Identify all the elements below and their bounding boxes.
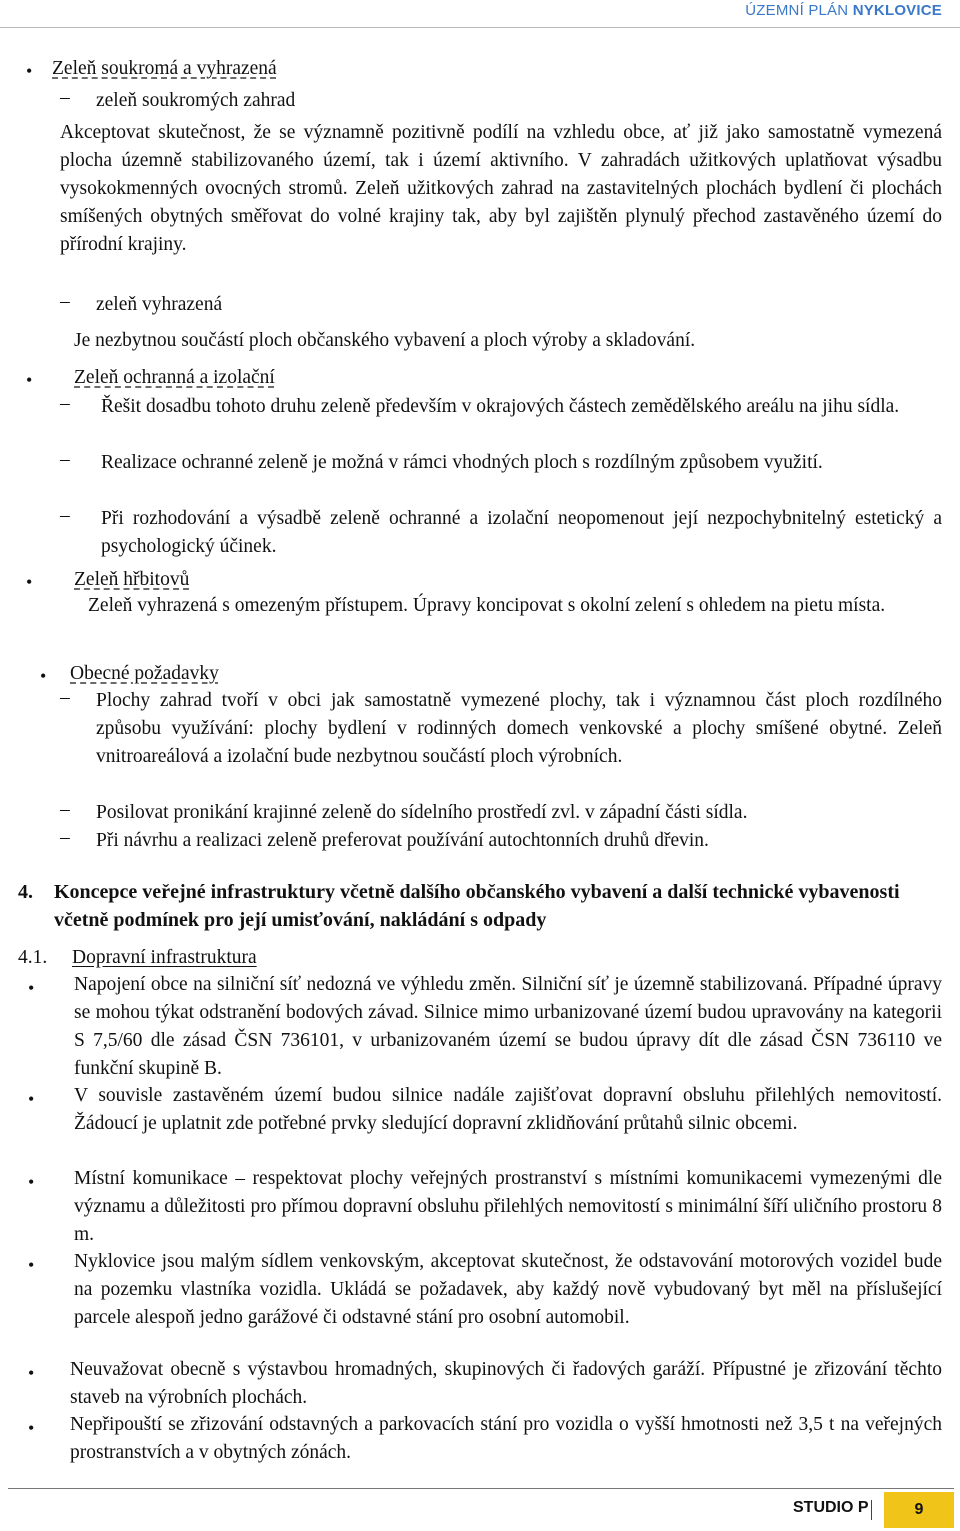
bullet-icon: • [26,572,33,592]
list-item-obecne: Při návrhu a realizaci zeleně preferovat používání autochtonních druhů dřevin. [96,830,709,851]
bullet-icon: • [28,978,35,998]
bullet-icon: • [28,1363,35,1383]
chapter-number: 4. [18,881,33,903]
list-item-doprava: V souvisle zastavěném území budou silnice nadále zajišťovat dopravní obsluhu přilehlých nemovitostí. Žádoucí je uplatnit zde potřebné prvky sledující dopravní zklidňování průtahů silnic obcemi. [74,1085,942,1134]
chapter-title: Koncepce veřejné infrastruktury včetně dalšího občanského vybavení a další technické vybavenosti včetně podmínek pro její umisťování, nakládání s odpady [54,881,900,931]
section-title-hrbitovu: Zeleň hřbitovů [74,569,190,590]
header-prefix: ÚZEMNÍ PLÁN [745,2,849,19]
list-item-doprava: Nepřipouští se zřizování odstavných a parkovacích stání pro vozidla o vyšší hmotnosti než 3,5 t na veřejných prostranstvích a v obytných zónách. [70,1414,942,1463]
list-item-doprava: Napojení obce na silniční síť nedozná ve výhledu změn. Silniční síť je územně stabilizovaná. Případné úpravy se mohou týkat odstranění bodových závad. Silnice mimo urbanizované území budou upravovány na kategorii S 7,5/60 dle zásad ČSN 736101, v urbanizovaném území se budou úpravy dít dle zásad ČSN 736110 ve funkční skupině B. [74,974,942,1079]
subheading-soukromych-zahrad: zeleň soukromých zahrad [96,90,296,111]
list-item-obecne: Plochy zahrad tvoří v obci jak samostatně vymezené plochy, tak i významnou část ploch rozdílného způsobu využívání: plochy bydlení v rodinných domech venkovské a plochy smíšené obytné. Zeleň vnitroareálová a izolační bude nezbytnou součástí ploch výrobních. [96,690,942,767]
section-title-obecne: Obecné požadavky [70,663,219,684]
dash-icon: – [60,449,70,470]
document-header [745,2,942,19]
bullet-icon: • [28,1089,35,1109]
list-item-obecne: Posilovat pronikání krajinné zeleně do sídelního prostředí zvl. v západní části sídla. [96,802,748,823]
list-item-ochranna: Při rozhodování a výsadbě zeleně ochranné a izolační neopomenout její nezpochybnitelný estetický a psychologický účinek. [101,508,942,557]
paragraph-soukromych-zahrad: Akceptovat skutečnost, že se významně pozitivně podílí na vzhledu obce, ať již jako samostatně vymezená plocha územně stabilizovaného území, tak i území aktivního. V zahradách užitkových uplatňovat výsadbu vysokokmenných ovocných stromů. Zeleň užitkových zahrad na zastavitelných plochách bydlení či plochách smíšených obytných směřovat do volné krajiny tak, aby byl zajištěn plynulý přechod zastavěného území do přírodní krajiny. [60,122,942,255]
dash-icon: – [60,291,70,312]
dash-icon: – [60,87,70,108]
dash-icon: – [60,505,70,526]
footer-rule [8,1488,954,1489]
footer-studio: STUDIO P [793,1499,869,1516]
section-title-soukroma: Zeleň soukromá a vyhrazená [52,58,277,79]
list-item-ochranna: Řešit dosadbu tohoto druhu zeleně především v okrajových částech zemědělského areálu na jihu sídla. [101,396,900,417]
list-item-ochranna: Realizace ochranné zeleně je možná v rámci vhodných ploch s rozdílným způsobem využití. [101,452,823,473]
header-town: NYKLOVICE [852,2,942,19]
bullet-icon: • [40,666,47,686]
section-title-ochranna: Zeleň ochranná a izolační [74,367,275,388]
paragraph-hrbitovu: Zeleň vyhrazená s omezeným přístupem. Úpravy koncipovat s okolní zelení s ohledem na pietu místa. [88,595,886,616]
bullet-icon: • [26,370,33,390]
bullet-icon: • [26,61,33,81]
dash-icon: – [60,687,70,708]
subheading-zelen-vyhrazena: zeleň vyhrazená [96,294,223,315]
header-rule [0,27,960,28]
paragraph-zelen-vyhrazena: Je nezbytnou součástí ploch občanského vybavení a ploch výroby a skladování. [74,330,696,351]
list-item-doprava: Neuvažovat obecně s výstavbou hromadných, skupinových či řadových garáží. Přípustné je zřizování těchto staveb na výrobních plochách. [70,1359,942,1408]
bullet-icon: • [28,1172,35,1192]
list-item-doprava: Místní komunikace – respektovat plochy veřejných prostranství s místními komunikacemi vymezenými dle významu a důležitosti pro přímou dopravní obsluhu přilehlých nemovitostí s minimální šíří uličního prostoru 8 m. [74,1168,942,1245]
section-number: 4.1. [18,947,48,968]
dash-icon: – [60,393,70,414]
dash-icon: – [60,827,70,848]
list-item-doprava: Nyklovice jsou malým sídlem venkovským, akceptovat skutečnost, že odstavování motorových vozidel bude na pozemku vlastníka vozidla. Ukládá se požadavek, aby každý nově vybudovaný byt měl na příslušející parcele alespoň jedno garážové či odstavné stání pro osobní automobil. [74,1251,942,1328]
section-title-dopravni: Dopravní infrastruktura [72,947,257,968]
dash-icon: – [60,799,70,820]
page-number: 9 [884,1492,954,1528]
bullet-icon: • [28,1418,35,1438]
bullet-icon: • [28,1255,35,1275]
footer-separator [871,1500,872,1520]
